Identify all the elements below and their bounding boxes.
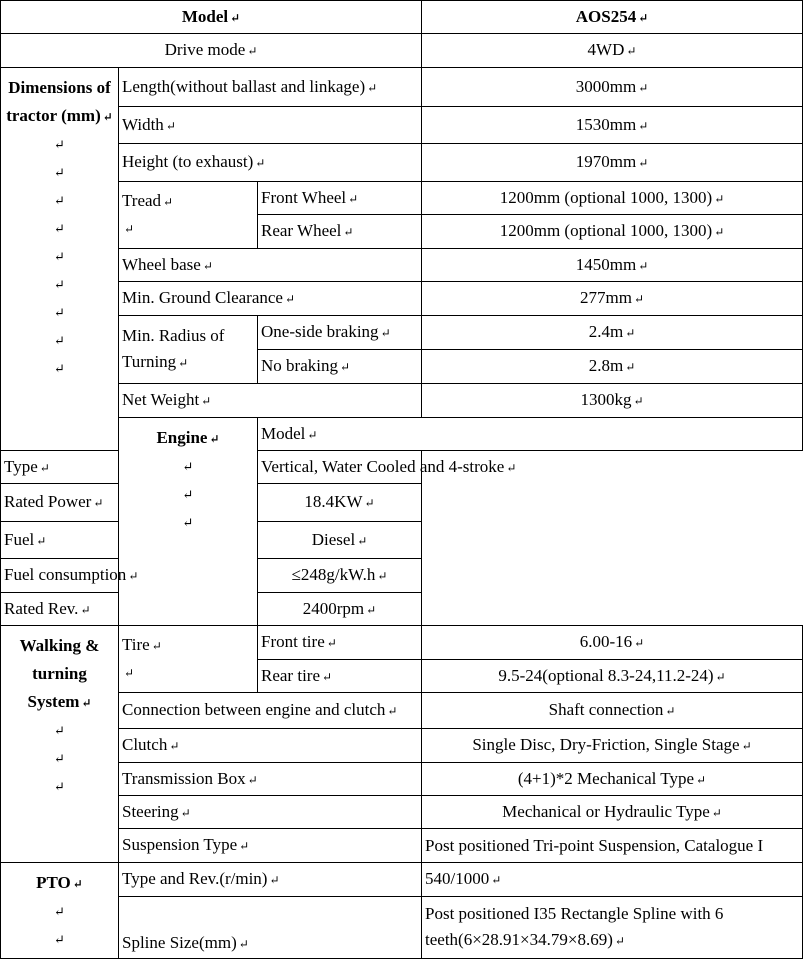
table-row	[1, 897, 803, 959]
net-weight-label: Net Weight ↵	[119, 384, 422, 418]
table-row	[1, 249, 803, 282]
table-row	[1, 451, 803, 484]
wheel-base-label: Wheel base ↵	[119, 249, 422, 282]
header-row	[1, 1, 803, 34]
ground-clearance-label: Min. Ground Clearance ↵	[119, 282, 422, 316]
fuel-label: Fuel ↵	[1, 522, 258, 559]
rated-rev-value: 2400rpm ↵	[258, 593, 422, 626]
front-wheel-label: Front Wheel ↵	[258, 182, 422, 215]
table-row	[1, 316, 803, 350]
table-row	[1, 418, 803, 451]
width-label: Width ↵	[119, 107, 422, 144]
length-value: 3000mm ↵	[422, 68, 803, 107]
height-value: 1970mm ↵	[422, 144, 803, 182]
no-braking-label: No braking ↵	[258, 350, 422, 384]
rear-wheel-label: Rear Wheel ↵	[258, 215, 422, 249]
transmission-value: (4+1)*2 Mechanical Type ↵	[422, 763, 803, 796]
connection-value: Shaft connection ↵	[422, 693, 803, 729]
rated-rev-label: Rated Rev. ↵	[1, 593, 258, 626]
clutch-label: Clutch ↵	[119, 729, 422, 763]
turning-radius-label: Min. Radius of Turning ↵	[119, 316, 258, 384]
walking-group-label: Walking & turning System ↵ ↵ ↵ ↵	[1, 626, 119, 863]
table-row	[1, 484, 803, 522]
table-row	[1, 693, 803, 729]
rear-tire-label: Rear tire ↵	[258, 660, 422, 693]
spline-size-value: Post positioned I35 Rectangle Spline with 6 teeth(6×28.91×34.79×8.69) ↵	[422, 897, 803, 959]
spline-size-label: Spline Size(mm) ↵	[119, 897, 422, 959]
table-row	[1, 522, 803, 559]
tread-label: Tread ↵ ↵	[119, 182, 258, 249]
engine-group-label: Engine ↵ ↵ ↵ ↵	[119, 418, 258, 626]
pto-group-label: PTO ↵ ↵ ↵	[1, 863, 119, 959]
front-tire-value: 6.00-16 ↵	[422, 626, 803, 660]
table-row	[1, 796, 803, 829]
no-braking-value: 2.8m ↵	[422, 350, 803, 384]
table-row	[1, 107, 803, 144]
length-label: Length(without ballast and linkage) ↵	[119, 68, 422, 107]
fuel-consumption-label: Fuel consumption ↵	[1, 559, 258, 593]
transmission-label: Transmission Box ↵	[119, 763, 422, 796]
suspension-label: Suspension Type ↵	[119, 829, 422, 863]
dimensions-group-label: Dimensions of tractor (mm) ↵ ↵ ↵ ↵ ↵ ↵ ↵ ↵ ↵ ↵	[1, 68, 119, 451]
front-wheel-value: 1200mm (optional 1000, 1300) ↵	[422, 182, 803, 215]
engine-type-value: Vertical, Water Cooled and 4-stroke ↵	[258, 451, 422, 484]
table-row	[1, 863, 803, 897]
tire-label: Tire ↵ ↵	[119, 626, 258, 693]
table-row	[1, 593, 803, 626]
table-row	[1, 829, 803, 863]
one-side-braking-value: 2.4m ↵	[422, 316, 803, 350]
fuel-consumption-value: ≤248g/kW.h ↵	[258, 559, 422, 593]
rear-wheel-value: 1200mm (optional 1000, 1300) ↵	[422, 215, 803, 249]
wheel-base-value: 1450mm ↵	[422, 249, 803, 282]
connection-label: Connection between engine and clutch ↵	[119, 693, 422, 729]
table-row	[1, 68, 803, 107]
rated-power-value: 18.4KW ↵	[258, 484, 422, 522]
one-side-braking-label: One-side braking ↵	[258, 316, 422, 350]
fuel-value: Diesel ↵	[258, 522, 422, 559]
table-row	[1, 384, 803, 418]
table-row	[1, 763, 803, 796]
steering-label: Steering ↵	[119, 796, 422, 829]
ground-clearance-value: 277mm ↵	[422, 282, 803, 316]
pto-type-value: 540/1000 ↵	[422, 863, 803, 897]
table-row	[1, 282, 803, 316]
engine-model-label: Model ↵	[258, 418, 803, 451]
engine-type-label: Type ↵	[1, 451, 258, 484]
drive-value: 4WD ↵	[422, 34, 803, 68]
table-row	[1, 729, 803, 763]
table-row	[1, 182, 803, 215]
height-label: Height (to exhaust) ↵	[119, 144, 422, 182]
width-value: 1530mm ↵	[422, 107, 803, 144]
drive-label: Drive mode ↵	[1, 34, 422, 68]
suspension-value: Post positioned Tri-point Suspension, Catalogue I	[422, 829, 803, 863]
header-model-label: Model ↵	[1, 1, 422, 34]
pto-type-label: Type and Rev.(r/min) ↵	[119, 863, 422, 897]
steering-value: Mechanical or Hydraulic Type ↵	[422, 796, 803, 829]
front-tire-label: Front tire ↵	[258, 626, 422, 660]
table-row	[1, 144, 803, 182]
net-weight-value: 1300kg ↵	[422, 384, 803, 418]
table-row	[1, 626, 803, 660]
rated-power-label: Rated Power ↵	[1, 484, 258, 522]
table-row	[1, 559, 803, 593]
drive-row	[1, 34, 803, 68]
clutch-value: Single Disc, Dry-Friction, Single Stage ↵	[422, 729, 803, 763]
header-model-value: AOS254 ↵	[422, 1, 803, 34]
rear-tire-value: 9.5-24(optional 8.3-24,11.2-24) ↵	[422, 660, 803, 693]
